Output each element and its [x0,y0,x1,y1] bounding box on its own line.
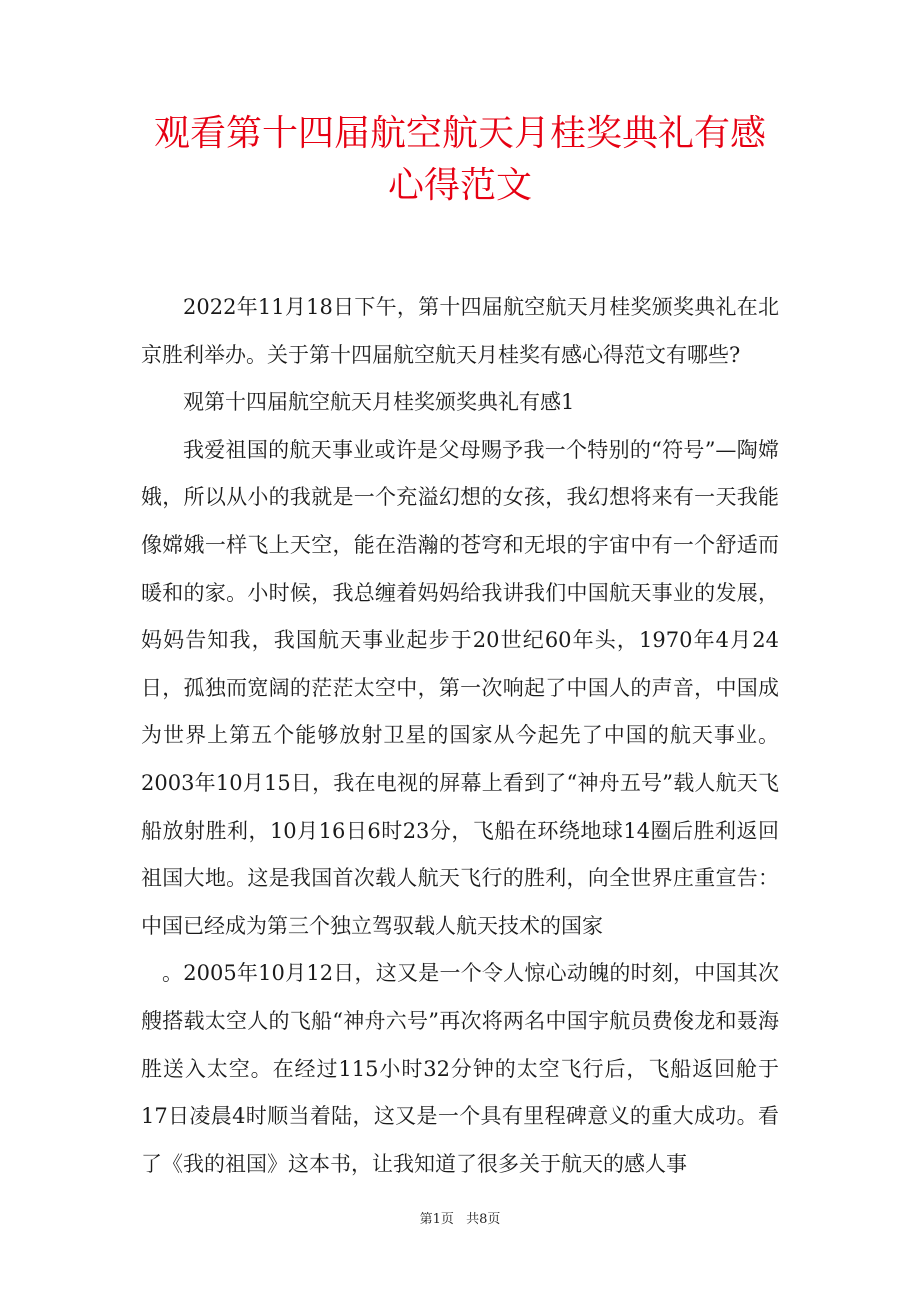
page-total: 共8页 [466,1212,501,1227]
paragraph-section-heading: 观第十四届航空航天月桂奖颁奖典礼有感1 [183,390,575,415]
document-body [141,284,779,1188]
paragraph-intro: 2022年11月18日下午，第十四届航空航天月桂奖颁奖典礼在北京胜利举办。关于第十四届航空航天月桂奖有感心得范文有哪些? [141,295,779,367]
document-title: 观看第十四届航空航天月桂奖典礼有感心得范文 [153,113,766,206]
page-footer [0,1208,920,1227]
paragraph-main: 我爱祖国的航天事业或许是父母赐予我一个特别的“符号”—陶嫦娥，所以从小的我就是一个充溢幻想的女孩，我幻想将来有一天我能像嫦娥一样飞上天空，能在浩瀚的苍穹和无垠的宇宙中有一个舒适而暖和的家。小时候，我总缠着妈妈给我讲我们中国航天事业的发展，妈妈告知我，我国航天事业起步于20世纪60年头，1970年4月24日，孤独而宽阔的茫茫太空中，第一次响起了中国人的声音，中国成为世界上第五个能够放射卫星的国家从今起先了中国的航天事业。2003年10月15日，我在电视的屏幕上看到了“神舟五号”载人航天飞船放射胜利，10月16日6时23分，飞船在环绕地球14圈后胜利返回祖国大地。这是我国首次载人航天飞行的胜利，向全世界庄重宣告：中国已经成为第三个独立驾驭载人航天技术的国家 [141,437,779,938]
paragraph-continued: 。2005年10月12日，这又是一个令人惊心动魄的时刻，中国其次艘搭载太空人的飞船“神舟六号”再次将两名中国宇航员费俊龙和聂海胜送入太空。在经过115小时32分钟的太空飞行后，飞船返回舱于17日凌晨4时顺当着陆，这又是一个具有里程碑意义的重大成功。看了《我的祖国》这本书，让我知道了很多关于航天的感人事 [141,961,779,1176]
page-number: 第1页 [419,1212,454,1227]
